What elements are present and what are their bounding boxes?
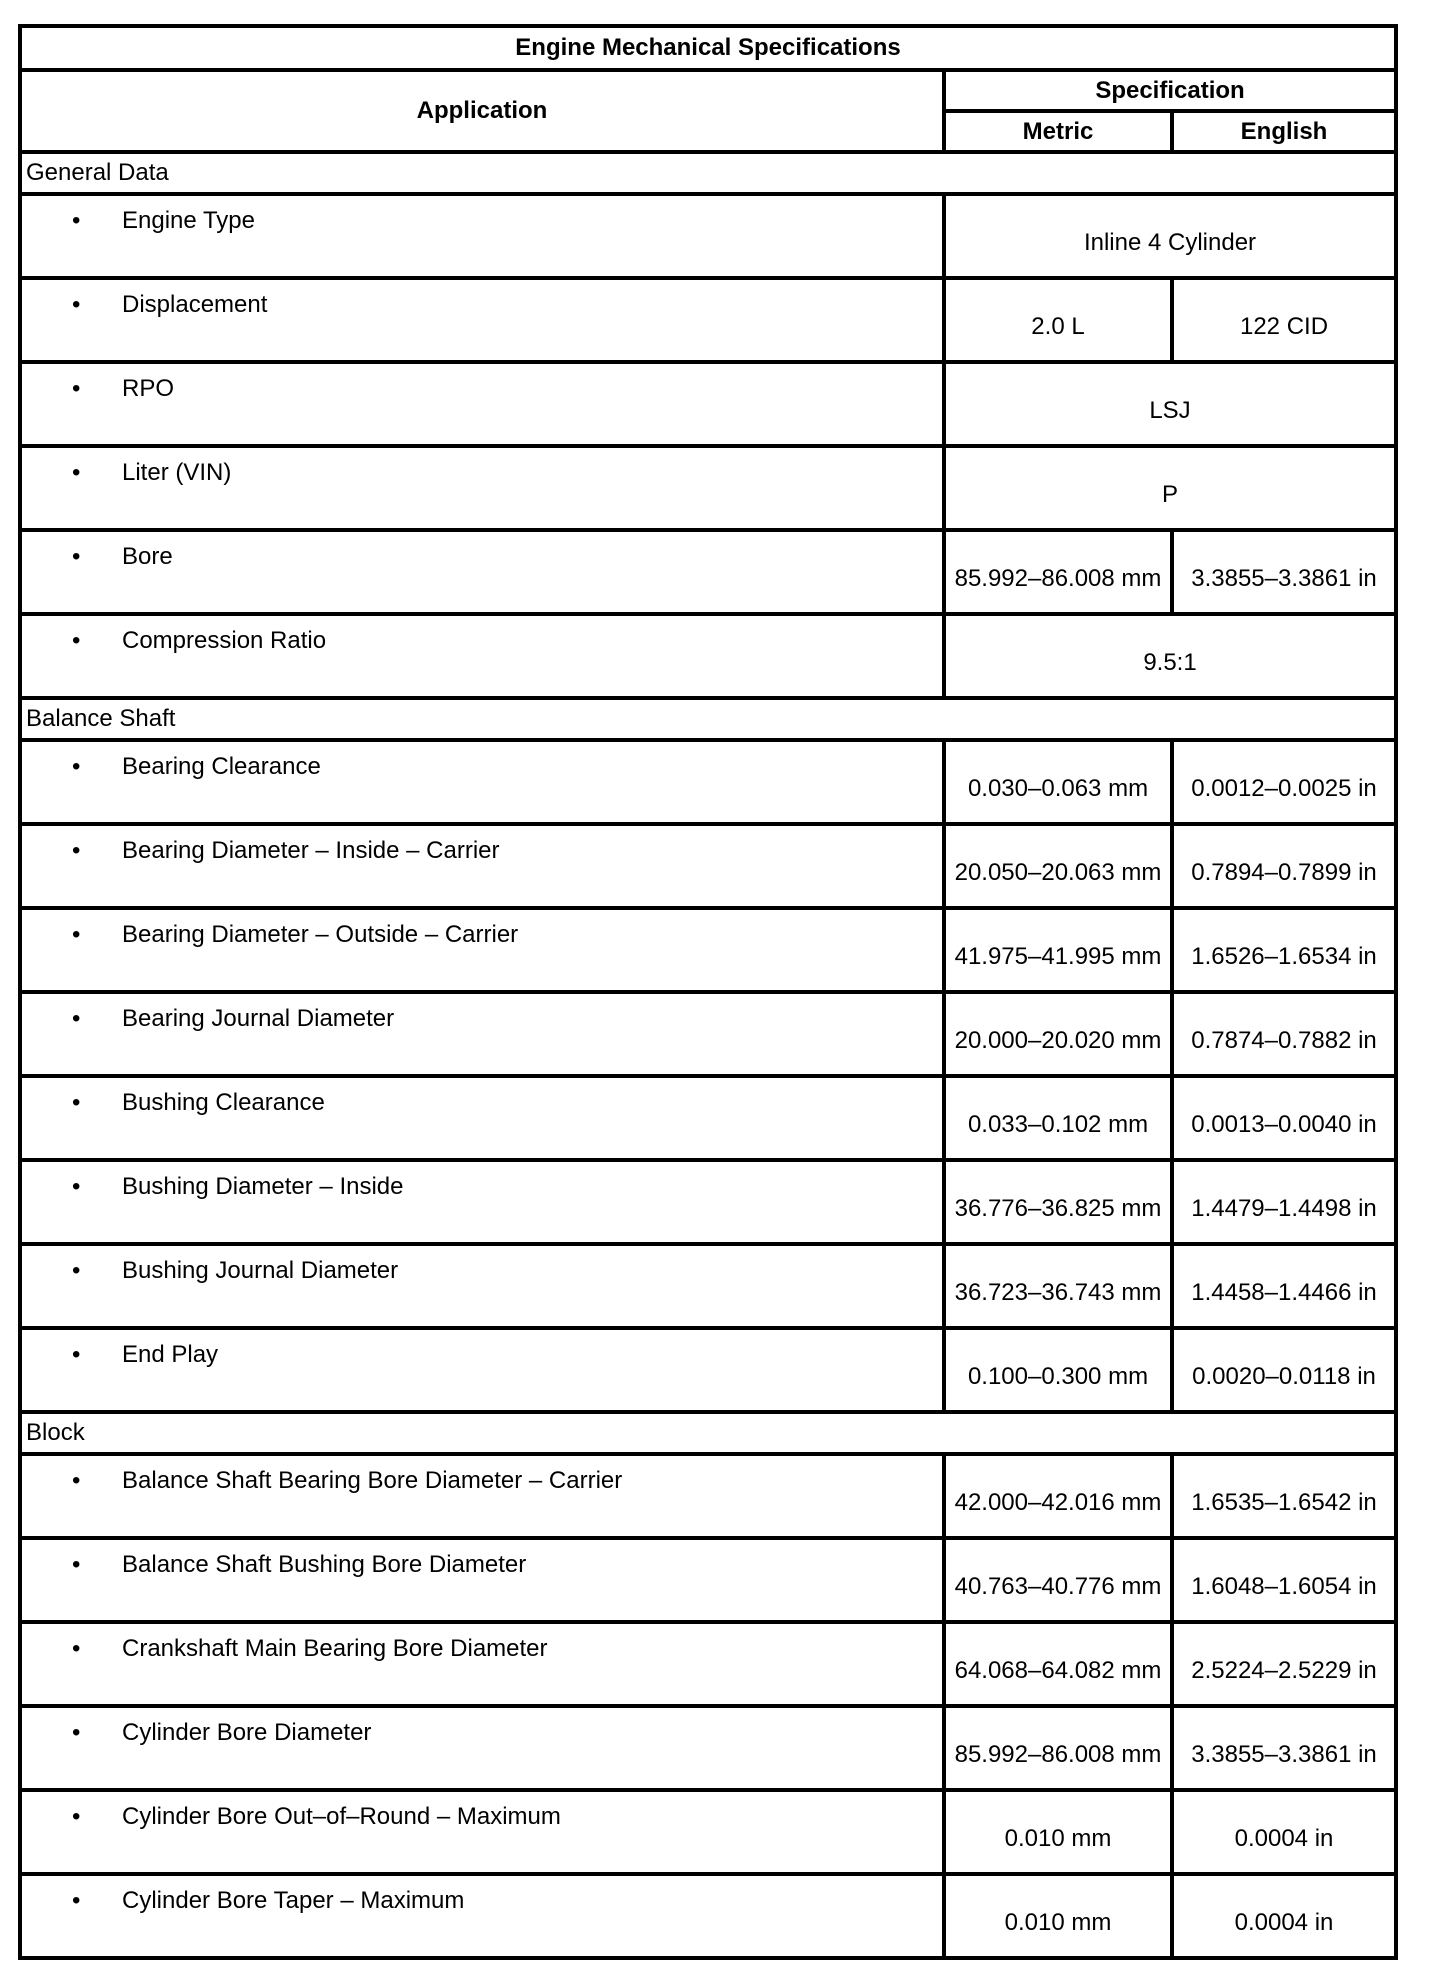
english-cell: 0.0004 in	[1172, 1874, 1396, 1958]
table-row	[20, 1076, 1396, 1160]
metric-cell: 0.010 mm	[944, 1874, 1172, 1958]
english-cell: 2.5224–2.5229 in	[1172, 1622, 1396, 1706]
table-row	[20, 740, 1396, 824]
metric-cell: 0.010 mm	[944, 1790, 1172, 1874]
section-heading: General Data	[20, 152, 1396, 194]
english-cell: 1.4458–1.4466 in	[1172, 1244, 1396, 1328]
metric-cell: 41.975–41.995 mm	[944, 908, 1172, 992]
bullet-icon: •	[72, 1635, 81, 1662]
spec-body	[20, 152, 1396, 1958]
spec-table	[18, 24, 1398, 1960]
bullet-icon: •	[72, 459, 81, 486]
application-cell	[20, 824, 944, 908]
english-cell: 0.0004 in	[1172, 1790, 1396, 1874]
table-row	[20, 194, 1396, 278]
metric-cell: 36.776–36.825 mm	[944, 1160, 1172, 1244]
english-cell: 0.7894–0.7899 in	[1172, 824, 1396, 908]
application-label: Engine Type	[122, 207, 255, 234]
application-cell	[20, 362, 944, 446]
section-heading: Balance Shaft	[20, 698, 1396, 740]
application-label: Cylinder Bore Taper – Maximum	[122, 1887, 465, 1914]
bullet-icon: •	[72, 921, 81, 948]
metric-cell: 64.068–64.082 mm	[944, 1622, 1172, 1706]
english-cell: 3.3855–3.3861 in	[1172, 1706, 1396, 1790]
specification-cell: LSJ	[944, 362, 1396, 446]
header-application: Application	[20, 70, 944, 152]
table-row	[20, 1790, 1396, 1874]
table-row	[20, 1706, 1396, 1790]
bullet-icon: •	[72, 1341, 81, 1368]
table-row	[20, 1160, 1396, 1244]
application-label: Compression Ratio	[122, 627, 327, 654]
bullet-icon: •	[72, 1467, 81, 1494]
bullet-icon: •	[72, 1089, 81, 1116]
english-cell: 1.6048–1.6054 in	[1172, 1538, 1396, 1622]
application-label: Bearing Diameter – Inside – Carrier	[122, 837, 500, 864]
application-label: Balance Shaft Bearing Bore Diameter – Carrier	[122, 1467, 623, 1494]
bullet-icon: •	[72, 1887, 81, 1914]
bullet-icon: •	[72, 375, 81, 402]
bullet-icon: •	[72, 1005, 81, 1032]
application-label: Bushing Diameter – Inside	[122, 1173, 404, 1200]
application-cell	[20, 614, 944, 698]
bullet-icon: •	[72, 627, 81, 654]
specification-cell: P	[944, 446, 1396, 530]
english-cell: 0.0020–0.0118 in	[1172, 1328, 1396, 1412]
metric-cell: 85.992–86.008 mm	[944, 530, 1172, 614]
application-cell	[20, 1706, 944, 1790]
application-label: RPO	[122, 375, 175, 402]
metric-cell: 0.033–0.102 mm	[944, 1076, 1172, 1160]
application-cell	[20, 1538, 944, 1622]
metric-cell: 85.992–86.008 mm	[944, 1706, 1172, 1790]
application-cell	[20, 1328, 944, 1412]
application-label: Bushing Journal Diameter	[122, 1257, 399, 1284]
bullet-icon: •	[72, 837, 81, 864]
metric-cell: 2.0 L	[944, 278, 1172, 362]
english-cell: 1.4479–1.4498 in	[1172, 1160, 1396, 1244]
bullet-icon: •	[72, 1257, 81, 1284]
application-cell	[20, 446, 944, 530]
table-row	[20, 278, 1396, 362]
application-cell	[20, 740, 944, 824]
table-title: Engine Mechanical Specifications	[20, 26, 1396, 70]
specification-cell: 9.5:1	[944, 614, 1396, 698]
metric-cell: 20.000–20.020 mm	[944, 992, 1172, 1076]
english-cell: 1.6535–1.6542 in	[1172, 1454, 1396, 1538]
metric-cell: 0.100–0.300 mm	[944, 1328, 1172, 1412]
application-label: Displacement	[122, 291, 268, 318]
application-cell	[20, 530, 944, 614]
section-row	[20, 152, 1396, 194]
application-cell	[20, 1790, 944, 1874]
table-row	[20, 824, 1396, 908]
section-row	[20, 1412, 1396, 1454]
table-row	[20, 1244, 1396, 1328]
bullet-icon: •	[72, 1719, 81, 1746]
english-cell: 0.7874–0.7882 in	[1172, 992, 1396, 1076]
metric-cell: 40.763–40.776 mm	[944, 1538, 1172, 1622]
metric-cell: 42.000–42.016 mm	[944, 1454, 1172, 1538]
application-cell	[20, 1454, 944, 1538]
table-row	[20, 1874, 1396, 1958]
section-heading: Block	[20, 1412, 1396, 1454]
english-cell: 0.0013–0.0040 in	[1172, 1076, 1396, 1160]
header-metric: Metric	[944, 111, 1172, 152]
application-label: End Play	[122, 1341, 219, 1368]
table-row	[20, 992, 1396, 1076]
application-cell	[20, 1244, 944, 1328]
application-label: Bearing Diameter – Outside – Carrier	[122, 921, 519, 948]
application-label: Cylinder Bore Diameter	[122, 1719, 372, 1746]
application-label: Bushing Clearance	[122, 1089, 325, 1116]
table-row	[20, 1328, 1396, 1412]
english-cell: 3.3855–3.3861 in	[1172, 530, 1396, 614]
table-row	[20, 908, 1396, 992]
metric-cell: 20.050–20.063 mm	[944, 824, 1172, 908]
table-row	[20, 446, 1396, 530]
application-cell	[20, 1622, 944, 1706]
application-cell	[20, 194, 944, 278]
application-cell	[20, 908, 944, 992]
table-row	[20, 1622, 1396, 1706]
application-cell	[20, 1076, 944, 1160]
application-label: Bearing Journal Diameter	[122, 1005, 395, 1032]
bullet-icon: •	[72, 753, 81, 780]
bullet-icon: •	[72, 1551, 81, 1578]
specification-cell: Inline 4 Cylinder	[944, 194, 1396, 278]
application-cell	[20, 1874, 944, 1958]
application-label: Balance Shaft Bushing Bore Diameter	[122, 1551, 527, 1578]
header-english: English	[1172, 111, 1396, 152]
metric-cell: 0.030–0.063 mm	[944, 740, 1172, 824]
application-cell	[20, 992, 944, 1076]
table-row	[20, 530, 1396, 614]
bullet-icon: •	[72, 1803, 81, 1830]
application-cell	[20, 1160, 944, 1244]
bullet-icon: •	[72, 1173, 81, 1200]
table-row	[20, 362, 1396, 446]
english-cell: 1.6526–1.6534 in	[1172, 908, 1396, 992]
metric-cell: 36.723–36.743 mm	[944, 1244, 1172, 1328]
bullet-icon: •	[72, 207, 81, 234]
section-row	[20, 698, 1396, 740]
application-label: Crankshaft Main Bearing Bore Diameter	[122, 1635, 548, 1662]
application-label: Bore	[122, 543, 173, 570]
table-row	[20, 614, 1396, 698]
application-label: Cylinder Bore Out–of–Round – Maximum	[122, 1803, 561, 1830]
header-specification: Specification	[944, 70, 1396, 111]
bullet-icon: •	[72, 543, 81, 570]
bullet-icon: •	[72, 291, 81, 318]
application-cell	[20, 278, 944, 362]
english-cell: 122 CID	[1172, 278, 1396, 362]
table-row	[20, 1454, 1396, 1538]
english-cell: 0.0012–0.0025 in	[1172, 740, 1396, 824]
application-label: Liter (VIN)	[122, 459, 232, 486]
table-row	[20, 1538, 1396, 1622]
application-label: Bearing Clearance	[122, 753, 321, 780]
